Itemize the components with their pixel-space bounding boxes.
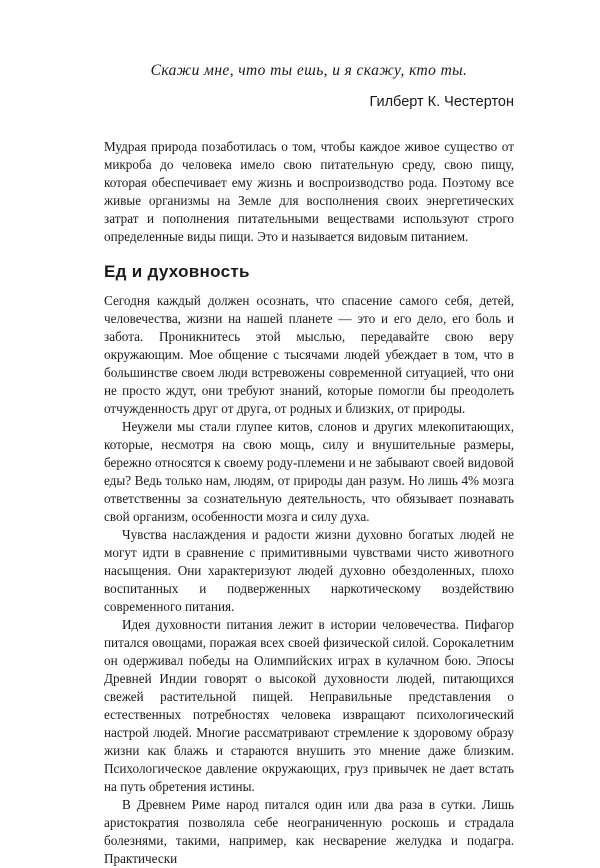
epigraph-quote: Скажи мне, что ты ешь, и я скажу, кто ты.: [150, 62, 468, 79]
body-paragraph-1: Сегодня каждый должен осознать, что спасение самого себя, детей, человечества, жизни на нашей планете — это и его дело, его боль и забота. Проникнитесь этой мыслью, передавайте свою веру окружающим. Мое общение с тысячами людей убеждает в том, что в большинстве своем люди встревожены современной ситуацией, что они не просто ждут, они требуют знаний, которые помогли бы преодолеть отчужденность друг от друга, от родных и близких, от природы.: [104, 293, 514, 416]
body-paragraph-4: Идея духовности питания лежит в истории человечества. Пифагор питался овощами, поражая всех своей физической силой. Сорокалетним он одерживал победы на Олимпийских играх в кулачном бою. Эпосы Древней Индии говорят о высокой духовности людей, питающихся свежей растительной пищей. Неправильные представления о естественных потребностях человека извращают психологический настрой людей. Многие рассматривают стремление к здоровому образу жизни как блажь и стараются внушить это мнение даже близким. Психологическое давление окружающих, груз привычек не дает встать на путь обретения истины.: [104, 617, 514, 794]
epigraph-author: Гилберт К. Честертон: [369, 94, 514, 110]
book-page: [104, 62, 514, 868]
intro-paragraph: Мудрая природа позаботилась о том, чтобы каждое живое существо от микроба до человека имело свою питательную среду, свою пищу, которая обеспечивает ему жизнь и воспроизводство рода. Поэтому все живые организмы на Земле для восполнения своих энергетических затрат и пополнения питательными веществами используют строго определенные виды пищи. Это и называется видовым питанием.: [104, 139, 514, 244]
body-paragraph-2: Неужели мы стали глупее китов, слонов и других млекопитающих, которые, несмотря на свою мощь, силу и внушительные размеры, бережно относятся к своему роду-племени и не забывают своей видовой еды? Ведь только нам, людям, от природы дан разум. Но лишь 4% мозга ответственны за сознательную деятельность, что обязывает познавать свой организм, особенности мозга и силу духа.: [104, 419, 514, 524]
body-paragraph-3: Чувства наслаждения и радости жизни духовно богатых людей не могут идти в сравнение с примитивными чувствами чисто животного насыщения. Они характеризуют людей духовно обездоленных, плохо воспитанных и подверженных наркотическому воздействию современного питания.: [104, 527, 514, 614]
body-paragraph-5: В Древнем Риме народ питался один или два раза в сутки. Лишь аристократия позволяла себе неограниченную роскошь и страдала болезнями, такими, например, как несварение желудка и подагра. Практически: [104, 797, 514, 866]
section-heading: Ед и духовность: [104, 262, 250, 281]
